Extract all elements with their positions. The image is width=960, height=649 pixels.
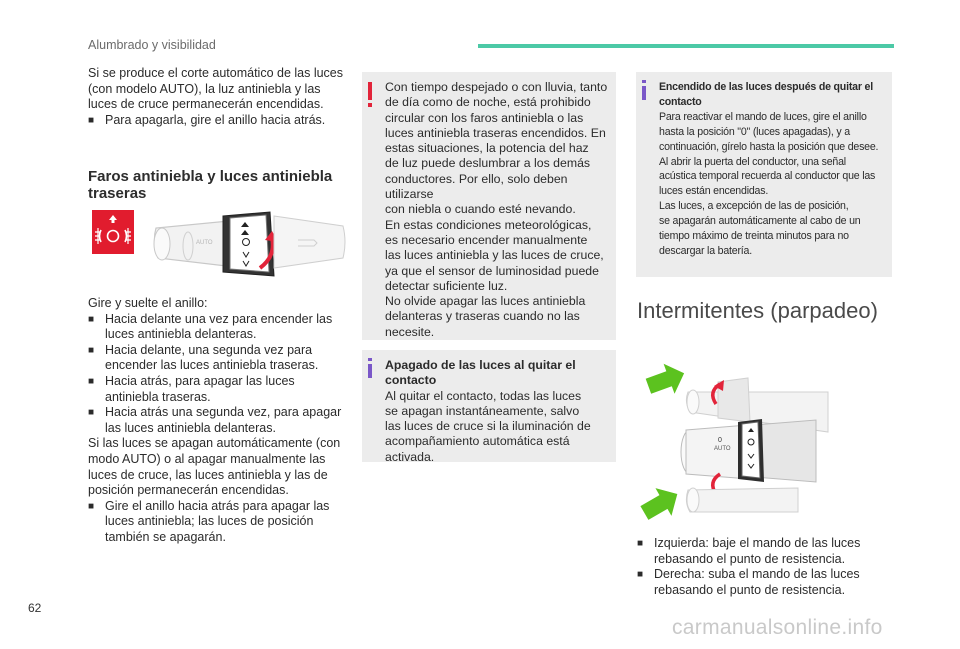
list-item: ■ Hacia delante, una segunda vez para encender las luces antiniebla traseras. <box>88 342 319 373</box>
warning-dot <box>368 103 372 107</box>
auto-line: posición permanecerán encendidas. <box>88 483 289 498</box>
section-title: Alumbrado y visibilidad <box>88 38 216 52</box>
auto-line: Si las luces se apagan automáticamente (con <box>88 436 341 451</box>
warning-note <box>362 72 616 340</box>
bullet-icon: ■ <box>88 344 95 356</box>
indicators-heading: Intermitentes (parpadeo) <box>637 298 878 323</box>
auto-line: luces de cruce, las luces antiniebla y las de <box>88 467 328 482</box>
bullet-icon: ■ <box>637 538 644 549</box>
warning-text: Con tiempo despejado o con lluvia, tanto de día como de noche, está prohibido circular con los faros antiniebla o las luces antiniebla traseras encendidos. En estas situaciones, la potencia del haz de luz puede deslumbrar a los demás conductores. Por ello, solo deben utilizarse con niebla o cuando esté nevando. En estas condiciones meteorológicas, es necesario encender manualmente las luces antiniebla y las luces de cruce, ya que el sensor de luminosidad puede detectar suficiente luz. No olvide apagar las luces antiniebla delanteras y traseras cuando no las necesite. <box>385 80 608 339</box>
intro-line: (con modelo AUTO), la luz antiniebla y las <box>88 81 321 96</box>
indicator-instructions <box>637 536 897 598</box>
fog-instructions <box>88 296 346 546</box>
bullet-icon: ■ <box>637 569 644 581</box>
turn-intro: Gire y suelte el anillo: <box>88 296 208 310</box>
list-item: ■ Hacia delante una vez para encender las luces antiniebla delanteras. <box>88 311 333 342</box>
watermark: carmanualsonline.info <box>672 616 883 639</box>
warning-icon <box>368 82 372 100</box>
auto-line: modo AUTO) o al apagar manualmente las <box>88 451 326 466</box>
intro-paragraph <box>88 66 346 128</box>
indicator-stalk-illustration <box>638 362 838 532</box>
page-number: 62 <box>28 601 42 615</box>
bullet-icon: ■ <box>88 313 95 325</box>
info-note-reactivate <box>636 72 892 277</box>
fog-lights-heading: Faros antiniebla y luces antiniebla traseras <box>88 168 333 202</box>
list-item: ■ Hacia atrás una segunda vez, para apagar las luces antiniebla delanteras. <box>88 405 342 435</box>
bullet-icon: ■ <box>88 375 95 387</box>
section-accent-bar <box>478 44 894 48</box>
info-note-ignition-off <box>362 350 616 462</box>
bullet-icon: ■ <box>88 500 95 512</box>
list-item: ■ Izquierda: baje el mando de las luces rebasando el punto de resistencia. <box>637 536 861 566</box>
list-item: ■ Hacia atrás, para apagar las luces antiniebla traseras. <box>88 373 295 404</box>
list-item: ■ Derecha: suba el mando de las luces rebasando el punto de resistencia. <box>637 567 860 597</box>
info-note-text: Apagado de las luces al quitar el contacto Al quitar el contacto, todas las luces se apagan instantáneamente, salvo las luces de cruce si la iluminación de acompañamiento automática está activada. <box>385 358 591 464</box>
list-item: ■ Gire el anillo hacia atrás para apagar las luces antiniebla; las luces de posición también se apagarán. <box>88 498 330 544</box>
intro-line: luces de cruce permanecerán encendidas. <box>88 97 324 112</box>
bullet-icon: ■ <box>88 407 95 419</box>
svg-text:0: 0 <box>718 437 722 444</box>
svg-text:AUTO: AUTO <box>196 240 213 246</box>
bullet-icon: ■ <box>88 114 95 126</box>
info-note-text: Encendido de las luces después de quitar el contacto Para reactivar el mando de luces, gire el anillo hasta la posición "0" (luces apagadas), y a continuación, gírelo hasta la posición que desee. Al abrir la puerta del conductor, una señal acústica temporal recuerda al conductor que las luces están encendidas. Las luces, a excepción de las de posición, se apagarán automáticamente al cabo de un tiempo máximo de treinta minutos para no descargar la batería. <box>659 81 879 257</box>
fog-ring-stalk-illustration <box>148 206 348 283</box>
svg-text:AUTO: AUTO <box>714 446 731 452</box>
fog-light-badge-icon <box>92 210 134 254</box>
info-icon <box>642 86 646 100</box>
info-icon <box>368 364 372 378</box>
intro-line: Si se produce el corte automático de las luces <box>88 66 343 80</box>
intro-bullet: ■ Para apagarla, gire el anillo hacia atrás. <box>88 112 326 127</box>
